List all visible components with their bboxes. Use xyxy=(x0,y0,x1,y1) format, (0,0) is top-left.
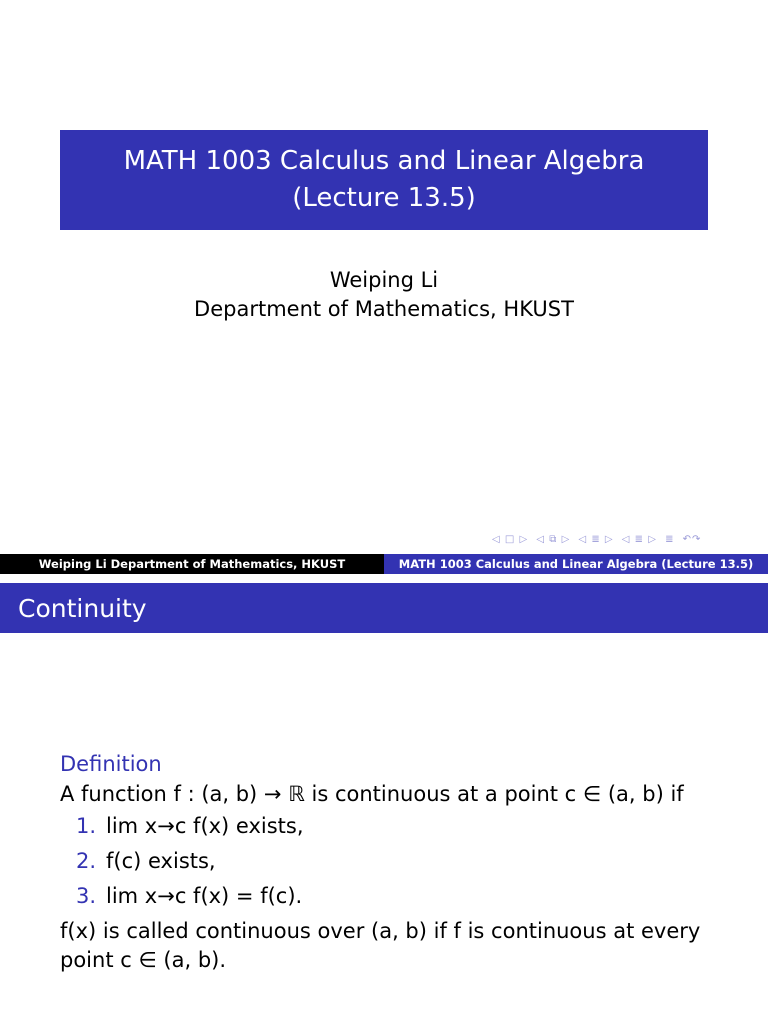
definition-label: Definition xyxy=(60,752,162,776)
navigation-symbols xyxy=(492,534,764,550)
nav-search-back-forward-icon[interactable]: ↶↷ xyxy=(682,534,702,545)
author-block xyxy=(0,266,768,324)
title-box xyxy=(60,130,708,230)
list-number: 1. xyxy=(76,814,97,838)
list-text: lim x→c f(x) = f(c). xyxy=(106,884,303,908)
list-item xyxy=(76,882,720,911)
footer-author: Weiping Li Department of Mathematics, HKUST xyxy=(0,554,384,574)
definition-block xyxy=(60,750,720,975)
nav-subsection-icon[interactable]: ◁ ≣ ▷ xyxy=(578,534,614,545)
list-item xyxy=(76,812,720,841)
condition-list xyxy=(60,812,720,911)
conclusion-line2: point c ∈ (a, b). xyxy=(60,948,227,972)
footline xyxy=(0,554,768,574)
author-name: Weiping Li xyxy=(329,268,439,292)
nav-document-icon[interactable]: ≣ xyxy=(665,534,675,545)
author-institute: Department of Mathematics, HKUST xyxy=(194,297,574,321)
list-number: 3. xyxy=(76,884,97,908)
list-number: 2. xyxy=(76,849,97,873)
footer-title: MATH 1003 Calculus and Linear Algebra (Lecture 13.5) xyxy=(384,554,768,574)
definition-intro: A function f : (a, b) → ℝ is continuous at a point c ∈ (a, b) if xyxy=(60,782,684,806)
slide-title-line2: (Lecture 13.5) xyxy=(292,183,476,213)
frame-title: Continuity xyxy=(0,583,768,633)
nav-slide-icon[interactable]: ◁ □ ▷ xyxy=(492,534,529,545)
list-text: lim x→c f(x) exists, xyxy=(106,814,304,838)
conclusion-line1: f(x) is called continuous over (a, b) if f is continuous at every xyxy=(60,919,701,943)
slide-title-line1: MATH 1003 Calculus and Linear Algebra xyxy=(123,146,645,176)
nav-section-icon[interactable]: ◁ ≣ ▷ xyxy=(621,534,657,545)
list-text: f(c) exists, xyxy=(106,849,216,873)
list-item xyxy=(76,847,720,876)
nav-frame-icon[interactable]: ◁ ⧉ ▷ xyxy=(536,534,571,545)
